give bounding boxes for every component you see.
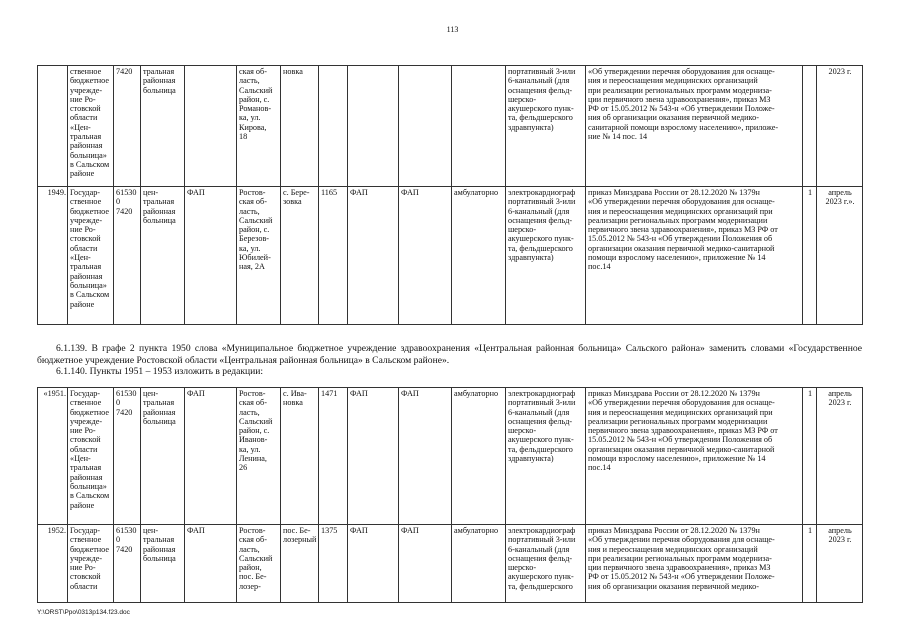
cell-organization: Государ- ственное бюджетное учрежде- ние Ро- стовской области «Цен- тральная районная больница» в Сальском районе: [68, 388, 114, 525]
cell-basis: приказ Минздрава России от 28.12.2020 № 1379н «Об утверждении перечня оборудования для оснаще- ния и переоснащения медицинских организаций при реализации региональных программ модернизации первичного звена здравоохранения», приказ МЗ РФ от 15.05.2012 № 543-н «Об утверждении Положения об организации оказания первичной медико-санитарной помощи взрослому населению», приложение № 14 пос.14: [586, 388, 803, 525]
cell-basis: «Об утверждении перечня оборудования для оснаще- ния и переоснащения медицинских организаций при реализации региональных программ модерниза- ции первичного звена здравоохранения», приказ МЗ РФ от 15.05.2012 № 543-н «Об утверждении Положе- ния об организации оказания первичной медико- санитарной помощи взрослому населению», приложе- ние № 14 пос. 14: [586, 66, 803, 187]
cell-unit-type-2: ФАП: [399, 388, 452, 525]
cell-equipment: портативный 3-или 6-канальный (для оснащения фельд- шерско- акушерского пунк- та, фельдшерского здравпункта): [506, 66, 586, 187]
cell-code: 7420: [114, 66, 141, 187]
cell-number: [38, 66, 68, 187]
cell-equipment: электрокардиограф портативный 3-или 6-канальный (для оснащения фельд- шерско- акушерского пунк- та, фельдшерского: [506, 525, 586, 603]
cell-parent: цен- тральная районная больница: [141, 187, 185, 325]
cell-quantity: [803, 66, 817, 187]
cell-number: 1952.: [38, 525, 68, 603]
table-row: [38, 525, 863, 603]
table-body: [38, 388, 863, 603]
cell-address: Ростов- ская об- ласть, Сальский район, с. Березов- ка, ул. Юбилей- ная, 2А: [237, 187, 281, 325]
cell-type: ФАП: [185, 388, 237, 525]
cell-date: апрель 2023 г.: [817, 525, 863, 603]
file-path-footer: Y:\ORST\Ppo\0313p134.f23.doc: [37, 609, 130, 616]
cell-unit-type-2: ФАП: [399, 187, 452, 325]
cell-population: 1471: [319, 388, 348, 525]
cell-unit-type: [348, 66, 399, 187]
cell-population: 1375: [319, 525, 348, 603]
table-body: [38, 66, 863, 325]
amendment-paragraph-140: 6.1.140. Пункты 1951 – 1953 изложить в редакции:: [56, 366, 264, 377]
table-row: [38, 388, 863, 525]
equipment-table-bottom: [37, 387, 863, 603]
table-row: [38, 187, 863, 325]
equipment-table-top: [37, 65, 863, 325]
page-number: 113: [446, 25, 459, 34]
table-row: [38, 66, 863, 187]
cell-settlement: с. Бере- зовка: [281, 187, 319, 325]
cell-population: 1165: [319, 187, 348, 325]
cell-parent: тральная районная больница: [141, 66, 185, 187]
cell-basis: приказ Минздрава России от 28.12.2020 № 1379н «Об утверждении перечня оборудования для оснаще- ния и переоснащения медицинских организаций при реализации региональных программ модерниза- ции первичного звена здравоохранения», приказ МЗ РФ от 15.05.2012 № 543-н «Об утверждении Положе- ния об организации оказания первичной медико-: [586, 525, 803, 603]
cell-quantity: 1: [803, 187, 817, 325]
cell-parent: цен- тральная районная больница: [141, 525, 185, 603]
cell-organization: Государ- ственное бюджетное учрежде- ние Ро- стовской области: [68, 525, 114, 603]
cell-basis: приказ Минздрава России от 28.12.2020 № 1379н «Об утверждении перечня оборудования для оснаще- ния и переоснащения медицинских организаций при реализации региональных программ модернизации первичного звена здравоохранения», приказ МЗ РФ от 15.05.2012 № 543-н «Об утверждении Положения об организации оказания первичной медико-санитарной помощи взрослому населению», приложение № 14 пос.14: [586, 187, 803, 325]
cell-date: апрель 2023 г.».: [817, 187, 863, 325]
cell-address: Ростов- ская об- ласть, Сальский район, с. Иванов- ка, ул. Ленина, 26: [237, 388, 281, 525]
cell-type: ФАП: [185, 187, 237, 325]
cell-unit-type: ФАП: [348, 388, 399, 525]
cell-settlement: пос. Бе- лозерный: [281, 525, 319, 603]
cell-organization: ственное бюджетное учрежде- ние Ро- стовской области «Цен- тральная районная больница» в Сальском районе: [68, 66, 114, 187]
cell-population: [319, 66, 348, 187]
cell-number: 1949.: [38, 187, 68, 325]
cell-equipment: электрокардиограф портативный 3-или 6-канальный (для оснащения фельд- шерско- акушерского пунк- та, фельдшерского здравпункта): [506, 187, 586, 325]
cell-date: апрель 2023 г.: [817, 388, 863, 525]
amendment-paragraph-139: 6.1.139. В графе 2 пункта 1950 слова «Муниципальное бюджетное учреждение здравоохранения «Центральная районная больница» Сальского района» заменить словами «Государственное бюджетное учреждение Ростовской области «Центральная районная больница» в Сальском районе».: [37, 343, 862, 366]
cell-organization: Государ- ственное бюджетное учрежде- ние Ро- стовской области «Цен- тральная районная больница» в Сальском районе: [68, 187, 114, 325]
cell-unit-type-2: [399, 66, 452, 187]
cell-number: «1951.: [38, 388, 68, 525]
cell-equipment: электрокардиограф портативный 3-или 6-канальный (для оснащения фельд- шерско- акушерского пунк- та, фельдшерского здравпункта): [506, 388, 586, 525]
cell-unit-type-2: ФАП: [399, 525, 452, 603]
cell-address: ская об- ласть, Сальский район, с. Романов- ка, ул. Кирова, 18: [237, 66, 281, 187]
cell-unit-type: ФАП: [348, 525, 399, 603]
cell-date: 2023 г.: [817, 66, 863, 187]
cell-unit-type: ФАП: [348, 187, 399, 325]
cell-address: Ростов- ская об- ласть, Сальский район, пос. Бе- лозер-: [237, 525, 281, 603]
cell-code: 615300 7420: [114, 388, 141, 525]
cell-code: 615300 7420: [114, 187, 141, 325]
cell-type: [185, 66, 237, 187]
cell-quantity: 1: [803, 525, 817, 603]
cell-settlement: с. Ива- новка: [281, 388, 319, 525]
cell-care-form: амбулаторно: [452, 187, 506, 325]
cell-type: ФАП: [185, 525, 237, 603]
cell-quantity: 1: [803, 388, 817, 525]
cell-care-form: [452, 66, 506, 187]
cell-parent: цен- тральная районная больница: [141, 388, 185, 525]
cell-code: 615300 7420: [114, 525, 141, 603]
cell-care-form: амбулаторно: [452, 525, 506, 603]
cell-settlement: новка: [281, 66, 319, 187]
cell-care-form: амбулаторно: [452, 388, 506, 525]
